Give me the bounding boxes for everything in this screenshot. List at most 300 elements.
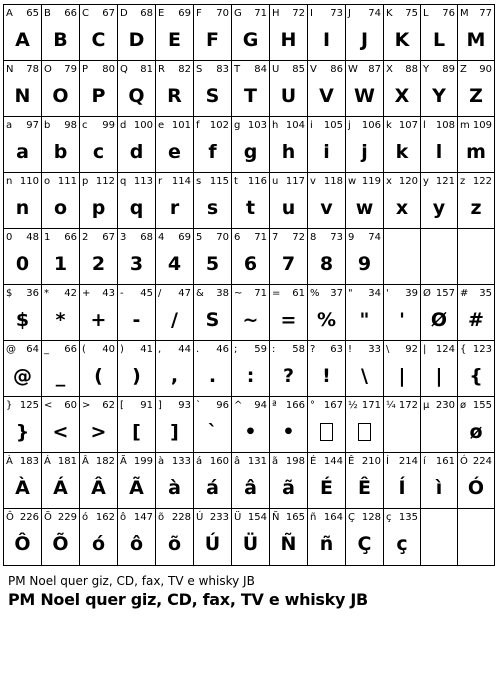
cell-label: [82, 8, 115, 19]
cell-code: 58: [292, 344, 305, 355]
cell-glyph: á: [206, 477, 219, 499]
cell-glyph: @: [13, 365, 32, 387]
cell-char: G: [234, 8, 242, 19]
cell-glyph: ñ: [319, 533, 334, 555]
cell-code: 83: [216, 64, 229, 75]
cell-char: 5: [196, 232, 203, 243]
cell-label: [6, 232, 39, 243]
cell-label: [460, 288, 492, 299]
cell-glyph: Z: [469, 85, 483, 107]
cell-glyph: Ã: [129, 477, 144, 499]
cell-glyph: â: [244, 477, 257, 499]
glyph-cell: [231, 509, 269, 565]
cell-char: J: [348, 8, 351, 19]
cell-label: [196, 176, 229, 187]
glyph-cell: [345, 341, 383, 397]
cell-code: 226: [19, 512, 39, 523]
cell-code: 224: [472, 456, 492, 467]
cell-code: 82: [178, 64, 191, 75]
glyph-cell: [155, 173, 193, 229]
cell-glyph: (: [94, 365, 103, 387]
cell-label: [310, 400, 343, 411]
cell-code: 115: [209, 176, 229, 187]
cell-label: [234, 8, 267, 19]
cell-label: [44, 120, 77, 131]
cell-glyph: 8: [319, 253, 334, 275]
glyph-cell: [383, 285, 420, 341]
cell-glyph: A: [15, 29, 30, 51]
cell-char: n: [6, 176, 13, 187]
cell-glyph: Á: [53, 477, 68, 499]
glyph-cell: [420, 397, 457, 453]
cell-code: 71: [254, 288, 267, 299]
cell-char: b: [44, 120, 51, 131]
glyph-cell: [383, 229, 420, 285]
cell-glyph: K: [394, 29, 410, 51]
cell-code: 105: [323, 120, 343, 131]
cell-glyph: w: [355, 197, 374, 219]
cell-char: :: [272, 344, 276, 355]
cell-label: [196, 512, 229, 523]
cell-code: 131: [247, 456, 267, 467]
cell-label: [196, 120, 229, 131]
cell-code: 36: [26, 288, 39, 299]
cell-label: [82, 512, 115, 523]
glyph-cell: [79, 5, 117, 61]
cell-label: [386, 512, 418, 523]
cell-label: [120, 120, 153, 131]
cell-char: S: [196, 64, 203, 75]
cell-label: [82, 400, 115, 411]
cell-char: i: [310, 120, 313, 131]
cell-glyph: n: [15, 197, 30, 219]
cell-code: 73: [330, 8, 343, 19]
glyph-cell: [3, 453, 41, 509]
cell-char: ç: [386, 512, 392, 523]
cell-glyph: ,: [170, 365, 179, 387]
cell-label: [386, 456, 418, 467]
glyph-cell: [269, 453, 307, 509]
cell-label: [82, 176, 115, 187]
cell-code: 87: [368, 64, 381, 75]
cell-char: h: [272, 120, 279, 131]
missing-glyph-box: [320, 423, 333, 441]
glyph-cell: [41, 173, 79, 229]
cell-code: 228: [171, 512, 191, 523]
cell-glyph: [: [132, 421, 141, 443]
glyph-cell: [231, 285, 269, 341]
cell-label: [386, 400, 418, 411]
cell-code: 63: [330, 344, 343, 355]
cell-label: [44, 64, 77, 75]
cell-glyph: s: [206, 197, 219, 219]
cell-glyph: À: [15, 477, 30, 499]
glyph-cell: [3, 397, 41, 453]
cell-label: [196, 344, 229, 355]
glyph-cell: [3, 285, 41, 341]
glyph-cell: [420, 5, 457, 61]
glyph-cell: [307, 5, 345, 61]
glyph-cell: [155, 117, 193, 173]
cell-code: 114: [171, 176, 191, 187]
glyph-cell: [155, 5, 193, 61]
glyph-cell: [383, 5, 420, 61]
glyph-cell: [457, 5, 495, 61]
cell-code: 118: [323, 176, 343, 187]
glyph-cell: [41, 285, 79, 341]
cell-glyph: *: [55, 309, 66, 331]
cell-char: À: [6, 456, 13, 467]
cell-code: 85: [292, 64, 305, 75]
cell-glyph: 9: [357, 253, 372, 275]
cell-char: í: [423, 456, 426, 467]
glyph-cell: [269, 285, 307, 341]
cell-label: [272, 344, 305, 355]
cell-glyph: ": [359, 309, 370, 331]
cell-code: 81: [140, 64, 153, 75]
glyph-cell: [269, 397, 307, 453]
cell-label: [348, 176, 381, 187]
cell-char: a: [6, 120, 13, 131]
cell-code: 39: [405, 288, 418, 299]
glyph-cell: [383, 397, 420, 453]
cell-code: 183: [19, 456, 39, 467]
glyph-cell: [41, 341, 79, 397]
cell-code: 59: [254, 344, 267, 355]
cell-code: 160: [209, 456, 229, 467]
cell-code: 147: [133, 512, 153, 523]
cell-code: 84: [254, 64, 267, 75]
cell-label: [44, 232, 77, 243]
cell-glyph: !: [322, 365, 331, 387]
glyph-cell: [193, 61, 231, 117]
cell-label: [348, 232, 381, 243]
glyph-cell: [41, 117, 79, 173]
glyph-cell: [420, 61, 457, 117]
cell-code: 47: [178, 288, 191, 299]
glyph-cell: [269, 117, 307, 173]
cell-char: Á: [44, 456, 51, 467]
cell-glyph: R: [167, 85, 182, 107]
cell-glyph: #: [468, 309, 484, 331]
cell-label: [234, 232, 267, 243]
cell-code: 70: [216, 8, 229, 19]
cell-glyph: v: [320, 197, 333, 219]
cell-code: 103: [247, 120, 267, 131]
cell-code: 91: [140, 400, 153, 411]
cell-char: á: [196, 456, 203, 467]
cell-glyph: t: [245, 197, 256, 219]
glyph-cell: [383, 117, 420, 173]
cell-code: 161: [435, 456, 455, 467]
cell-label: [423, 344, 455, 355]
grid-row: [3, 284, 495, 341]
glyph-cell: [117, 61, 155, 117]
cell-label: [196, 64, 229, 75]
cell-glyph: ô: [129, 533, 144, 555]
cell-label: [423, 64, 455, 75]
cell-char: .: [196, 344, 200, 355]
cell-label: [82, 232, 115, 243]
glyph-cell: [231, 229, 269, 285]
cell-code: 65: [26, 8, 39, 19]
cell-code: 107: [398, 120, 418, 131]
cell-glyph: Ø: [430, 309, 448, 331]
glyph-cell: [193, 5, 231, 61]
cell-glyph: |: [398, 365, 406, 387]
cell-label: [120, 512, 153, 523]
glyph-cell: [231, 5, 269, 61]
cell-char: ': [386, 288, 389, 299]
cell-char: ^: [234, 400, 243, 411]
cell-char: p: [82, 176, 89, 187]
cell-code: 44: [178, 344, 191, 355]
cell-code: 154: [247, 512, 267, 523]
cell-label: [310, 8, 343, 19]
cell-glyph: 1: [53, 253, 68, 275]
cell-code: 96: [216, 400, 229, 411]
cell-code: 167: [323, 400, 343, 411]
cell-label: [158, 176, 191, 187]
cell-label: [6, 400, 39, 411]
cell-char: ): [120, 344, 124, 355]
cell-glyph: h: [281, 141, 296, 163]
glyph-cell: [457, 509, 495, 565]
cell-code: 233: [209, 512, 229, 523]
cell-glyph: Ü: [242, 533, 259, 555]
cell-glyph: V: [319, 85, 334, 107]
glyph-cell: [79, 285, 117, 341]
glyph-cell: [193, 453, 231, 509]
cell-char: d: [120, 120, 127, 131]
cell-char: Í: [386, 456, 389, 467]
glyph-cell: [383, 173, 420, 229]
cell-code: 66: [64, 232, 77, 243]
sample-text-font: PM Noel quer giz, CD, fax, TV e whisky JB: [8, 590, 368, 609]
cell-code: 71: [254, 8, 267, 19]
cell-glyph: ]: [170, 421, 179, 443]
cell-char: K: [386, 8, 393, 19]
cell-char: R: [158, 64, 165, 75]
cell-char: ~: [234, 288, 243, 299]
cell-char: °: [310, 400, 315, 411]
glyph-cell: [345, 61, 383, 117]
cell-label: [82, 288, 115, 299]
cell-label: [423, 176, 455, 187]
cell-char: õ: [158, 512, 165, 523]
cell-label: [272, 456, 305, 467]
cell-glyph: \: [361, 365, 368, 387]
glyph-cell: [117, 5, 155, 61]
glyph-cell: [345, 453, 383, 509]
cell-label: [348, 400, 381, 411]
glyph-cell: [3, 341, 41, 397]
cell-code: 111: [57, 176, 77, 187]
cell-char: |: [423, 344, 427, 355]
cell-glyph: ã: [282, 477, 295, 499]
cell-glyph: b: [53, 141, 68, 163]
cell-char: Q: [120, 64, 128, 75]
cell-code: 75: [405, 8, 418, 19]
cell-code: 155: [472, 400, 492, 411]
cell-glyph: y: [432, 197, 446, 219]
cell-char: \: [386, 344, 390, 355]
cell-glyph: L: [432, 29, 446, 51]
cell-label: [6, 8, 39, 19]
cell-glyph: Q: [128, 85, 145, 107]
cell-char: 9: [348, 232, 355, 243]
glyph-cell: [117, 341, 155, 397]
cell-code: 67: [102, 232, 115, 243]
cell-label: [158, 456, 191, 467]
glyph-cell: [79, 61, 117, 117]
glyph-cell: [345, 5, 383, 61]
cell-label: [234, 120, 267, 131]
cell-code: 110: [19, 176, 39, 187]
cell-label: [44, 512, 77, 523]
cell-label: [310, 120, 343, 131]
cell-code: 40: [102, 344, 115, 355]
glyph-cell: [155, 61, 193, 117]
glyph-cell: [155, 285, 193, 341]
cell-char: M: [460, 8, 469, 19]
cell-code: 48: [26, 232, 39, 243]
cell-label: [120, 288, 153, 299]
cell-label: [460, 120, 492, 131]
cell-char: 0: [6, 232, 13, 243]
cell-glyph: ç: [396, 533, 408, 555]
cell-glyph: =: [280, 309, 297, 331]
cell-char: q: [120, 176, 127, 187]
cell-char: â: [234, 456, 241, 467]
cell-code: 165: [285, 512, 305, 523]
glyph-cell: [383, 509, 420, 565]
cell-char: B: [44, 8, 51, 19]
glyph-cell: [345, 173, 383, 229]
cell-glyph: Ê: [358, 477, 371, 499]
cell-code: 45: [140, 288, 153, 299]
cell-label: [310, 512, 343, 523]
cell-char: Ô: [6, 512, 14, 523]
cell-glyph: k: [395, 141, 409, 163]
grid-row: [3, 228, 495, 285]
cell-label: [386, 8, 418, 19]
cell-glyph: :: [246, 365, 255, 387]
glyph-cell: [383, 341, 420, 397]
glyph-cell: [117, 509, 155, 565]
cell-char: Ó: [460, 456, 468, 467]
cell-label: [120, 344, 153, 355]
cell-char: Ñ: [272, 512, 280, 523]
cell-label: [386, 344, 418, 355]
cell-label: [44, 456, 77, 467]
cell-glyph: U: [280, 85, 297, 107]
cell-code: 229: [57, 512, 77, 523]
cell-label: [158, 64, 191, 75]
cell-label: [6, 120, 39, 131]
cell-glyph: %: [316, 309, 337, 331]
cell-label: [310, 176, 343, 187]
glyph-cell: [193, 117, 231, 173]
cell-glyph: Í: [398, 477, 406, 499]
cell-glyph: S: [205, 85, 220, 107]
cell-char: j: [348, 120, 351, 131]
cell-label: [158, 400, 191, 411]
cell-code: 144: [323, 456, 343, 467]
grid-row: [3, 172, 495, 229]
glyph-cell: [420, 509, 457, 565]
cell-char: f: [196, 120, 200, 131]
cell-label: [348, 8, 381, 19]
cell-code: 71: [254, 232, 267, 243]
cell-char: 3: [120, 232, 127, 243]
cell-char: >: [82, 400, 91, 411]
glyph-cell: [117, 397, 155, 453]
glyph-cell: [307, 229, 345, 285]
cell-label: [272, 400, 305, 411]
sample-text-plain: PM Noel quer giz, CD, fax, TV e whisky JB: [8, 574, 255, 588]
cell-glyph: g: [243, 141, 258, 163]
cell-glyph: j: [361, 141, 368, 163]
cell-glyph: Ó: [467, 477, 485, 499]
cell-char: w: [348, 176, 357, 187]
cell-code: 181: [57, 456, 77, 467]
cell-code: 78: [26, 64, 39, 75]
cell-char: y: [423, 176, 429, 187]
glyph-cell: [345, 397, 383, 453]
cell-label: [120, 176, 153, 187]
cell-label: [310, 344, 343, 355]
cell-label: [348, 344, 381, 355]
cell-char: Ç: [348, 512, 355, 523]
cell-char: k: [386, 120, 392, 131]
cell-char: u: [272, 176, 279, 187]
cell-char: (: [82, 344, 86, 355]
cell-char: ø: [460, 400, 467, 411]
cell-code: 86: [330, 64, 343, 75]
glyph-cell: [117, 229, 155, 285]
cell-glyph: à: [168, 477, 181, 499]
cell-char: Ü: [234, 512, 242, 523]
cell-char: ": [348, 288, 353, 299]
cell-code: 60: [64, 400, 77, 411]
cell-char: µ: [423, 400, 430, 411]
cell-label: [310, 456, 343, 467]
cell-label: [158, 232, 191, 243]
glyph-cell: [420, 285, 457, 341]
cell-label: [234, 288, 267, 299]
cell-char: H: [272, 8, 280, 19]
cell-code: 133: [171, 456, 191, 467]
glyph-cell: [117, 285, 155, 341]
cell-label: [386, 176, 418, 187]
cell-glyph: ': [399, 309, 405, 331]
cell-label: [44, 344, 77, 355]
cell-glyph: d: [129, 141, 144, 163]
glyph-cell: [457, 453, 495, 509]
glyph-cell: [420, 453, 457, 509]
cell-glyph: -: [132, 309, 141, 331]
glyph-cell: [231, 117, 269, 173]
cell-char: Ê: [348, 456, 355, 467]
cell-glyph: G: [242, 29, 259, 51]
cell-label: [386, 64, 418, 75]
grid-row: [3, 508, 495, 566]
glyph-cell: [41, 509, 79, 565]
cell-label: [272, 176, 305, 187]
cell-glyph: Ô: [14, 533, 31, 555]
cell-char: ,: [158, 344, 162, 355]
